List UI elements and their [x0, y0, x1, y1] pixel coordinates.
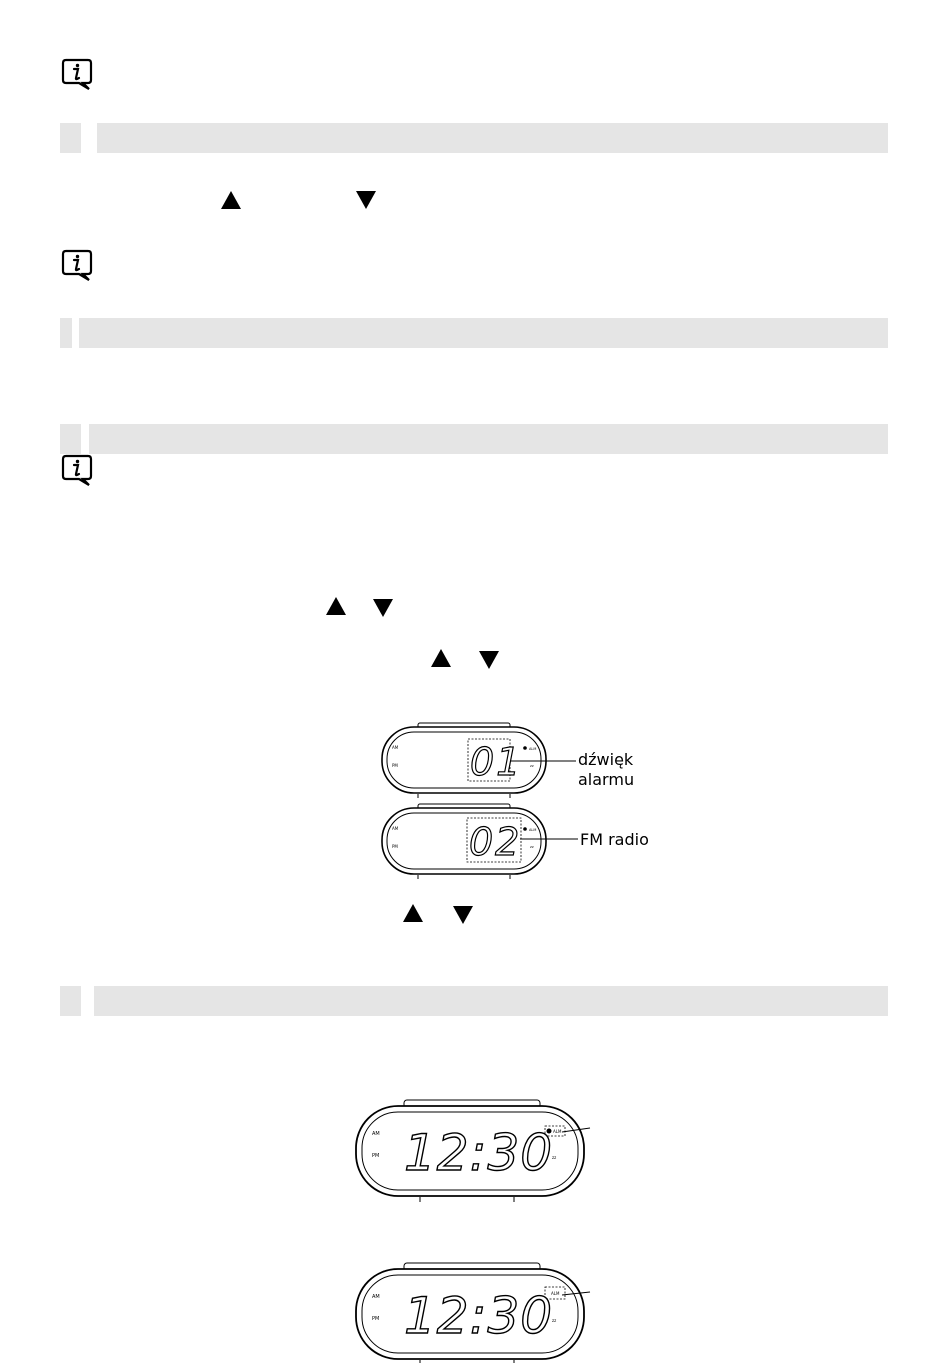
- svg-text:AM: AM: [372, 1294, 380, 1300]
- up-triangle-icon: [430, 648, 452, 668]
- svg-text:ALM: ALM: [529, 747, 537, 751]
- callout-line: [520, 836, 582, 846]
- up-triangle-icon: [402, 903, 424, 923]
- section-number-bar: [60, 986, 81, 1016]
- svg-text:ALM: ALM: [551, 1291, 560, 1296]
- section-header-bar: [97, 123, 888, 153]
- svg-text:PM: PM: [372, 1316, 380, 1322]
- info-icon: [60, 453, 94, 487]
- svg-text:PM: PM: [392, 763, 398, 768]
- down-triangle-icon: [355, 190, 377, 210]
- callout-label-fm-radio: FM radio: [580, 830, 649, 849]
- svg-text:AM: AM: [372, 1131, 380, 1137]
- svg-text:zz: zz: [552, 1318, 557, 1323]
- info-icon: [60, 57, 94, 91]
- clock-display-alarm-on: [352, 1098, 592, 1204]
- section-header-bar: [89, 424, 888, 454]
- callout-line: [562, 1126, 592, 1136]
- clock-time: 12:30: [404, 1287, 554, 1345]
- up-triangle-icon: [220, 190, 242, 210]
- section-header-bar: [79, 318, 888, 348]
- svg-text:AM: AM: [392, 745, 399, 750]
- svg-text:ALM: ALM: [529, 828, 537, 832]
- section-header-bar: [94, 986, 888, 1016]
- svg-text:PM: PM: [372, 1153, 380, 1159]
- callout-line: [510, 758, 580, 768]
- info-icon: [60, 248, 94, 282]
- up-triangle-icon: [325, 596, 347, 616]
- section-number-bar: [60, 424, 81, 454]
- svg-text:PM: PM: [392, 844, 398, 849]
- clock-digits: 01: [470, 740, 523, 784]
- svg-text:AM: AM: [392, 826, 399, 831]
- svg-text:zz: zz: [552, 1155, 557, 1160]
- section-number-bar: [60, 318, 72, 348]
- down-triangle-icon: [452, 905, 474, 925]
- clock-time: 12:30: [404, 1124, 554, 1182]
- svg-text:zz: zz: [530, 764, 534, 768]
- clock-display-alarm-off: [352, 1261, 592, 1363]
- down-triangle-icon: [478, 650, 500, 670]
- callout-label-alarm-sound: dźwięk alarmu: [578, 750, 635, 789]
- section-number-bar: [60, 123, 81, 153]
- down-triangle-icon: [372, 598, 394, 618]
- clock-digits: 02: [469, 820, 522, 864]
- svg-text:ALM: ALM: [553, 1129, 562, 1134]
- svg-text:zz: zz: [530, 845, 534, 849]
- callout-line: [562, 1290, 592, 1300]
